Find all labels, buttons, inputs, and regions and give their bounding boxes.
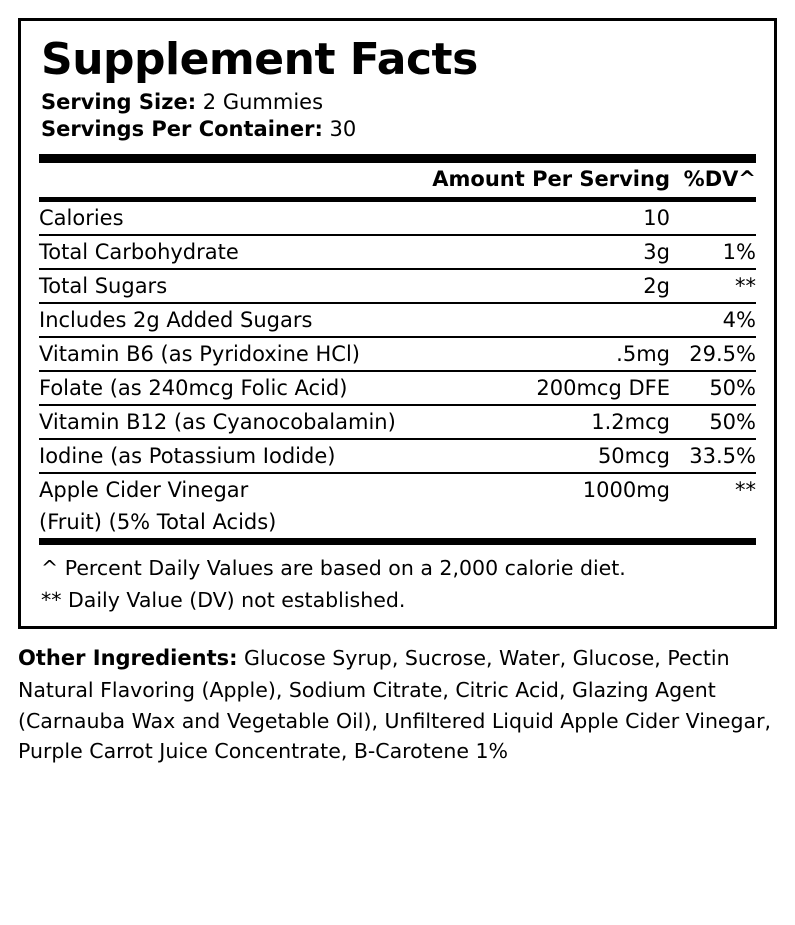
row-dv: 29.5% xyxy=(670,337,756,371)
table-row xyxy=(39,235,756,269)
table-row xyxy=(39,202,756,235)
table-row xyxy=(39,303,756,337)
row-name: Folate (as 240mcg Folic Acid) xyxy=(39,371,418,405)
servings-per-container-line xyxy=(41,116,756,143)
servings-per-container-label: Servings Per Container: xyxy=(41,117,323,142)
header-daily-value: %DV^ xyxy=(683,166,756,191)
divider-thick-top xyxy=(39,154,756,163)
serving-size-value: 2 Gummies xyxy=(202,90,324,115)
row-name-continued: (Fruit) (5% Total Acids) xyxy=(39,506,418,539)
nutrition-table xyxy=(39,163,756,540)
servings-per-container-value: 30 xyxy=(329,117,357,142)
row-amount: .5mg xyxy=(418,337,670,371)
row-name: Total Carbohydrate xyxy=(39,235,418,269)
table-row xyxy=(39,269,756,303)
row-dv: 50% xyxy=(670,371,756,405)
row-dv: 4% xyxy=(670,303,756,337)
row-name: Includes 2g Added Sugars xyxy=(39,303,418,337)
row-amount: 3g xyxy=(418,235,670,269)
row-dv: 33.5% xyxy=(670,439,756,473)
footnote-percent-dv: ^ Percent Daily Values are based on a 2,000 calorie diet. xyxy=(41,555,626,580)
table-row xyxy=(39,337,756,371)
table-header-row xyxy=(39,163,756,197)
row-amount: 10 xyxy=(418,202,670,235)
table-row-acv-continued xyxy=(39,506,756,539)
row-amount: 2g xyxy=(418,269,670,303)
divider-above-footnotes xyxy=(39,540,756,545)
footnotes xyxy=(41,553,756,617)
row-name: Total Sugars xyxy=(39,269,418,303)
row-name: Apple Cider Vinegar xyxy=(39,477,249,502)
row-amount-empty xyxy=(418,506,670,539)
table-row xyxy=(39,439,756,473)
row-name: Vitamin B6 (as Pyridoxine HCl) xyxy=(39,337,418,371)
other-ingredients xyxy=(18,643,777,767)
row-dv: 1% xyxy=(670,235,756,269)
other-ingredients-text: Glucose Syrup, Sucrose, Water, Glucose, Pectin Natural Flavoring (Apple), Sodium Citrate, Citric Acid, Glazing Agent (Carnauba Wax and Vegetable Oil), Unfiltered Liquid Apple Cider Vinegar, Purple Carrot Juice Concentrate, B-Carotene 1% xyxy=(18,646,772,764)
row-name: Vitamin B12 (as Cyanocobalamin) xyxy=(39,405,418,439)
footnote-dv-not-established: ** Daily Value (DV) not established. xyxy=(41,587,406,612)
table-row xyxy=(39,405,756,439)
other-ingredients-label: Other Ingredients: xyxy=(18,646,238,671)
serving-size-line xyxy=(41,89,756,116)
row-amount: 50mcg xyxy=(418,439,670,473)
row-dv xyxy=(670,202,756,235)
panel-title: Supplement Facts xyxy=(41,34,478,85)
row-amount xyxy=(418,303,670,337)
row-dv: ** xyxy=(670,269,756,303)
serving-size-label: Serving Size: xyxy=(41,90,197,115)
table-row-acv xyxy=(39,473,756,506)
table-row xyxy=(39,371,756,405)
header-amount-per-serving: Amount Per Serving xyxy=(432,166,670,191)
row-name: Iodine (as Potassium Iodide) xyxy=(39,439,418,473)
row-dv: ** xyxy=(735,477,756,502)
row-amount: 1.2mcg xyxy=(418,405,670,439)
supplement-facts-panel xyxy=(18,18,777,629)
row-dv-empty xyxy=(670,506,756,539)
header-spacer xyxy=(39,163,418,197)
row-name: Calories xyxy=(39,202,418,235)
row-dv: 50% xyxy=(670,405,756,439)
row-amount: 200mcg DFE xyxy=(418,371,670,405)
row-amount: 1000mg xyxy=(582,477,670,502)
